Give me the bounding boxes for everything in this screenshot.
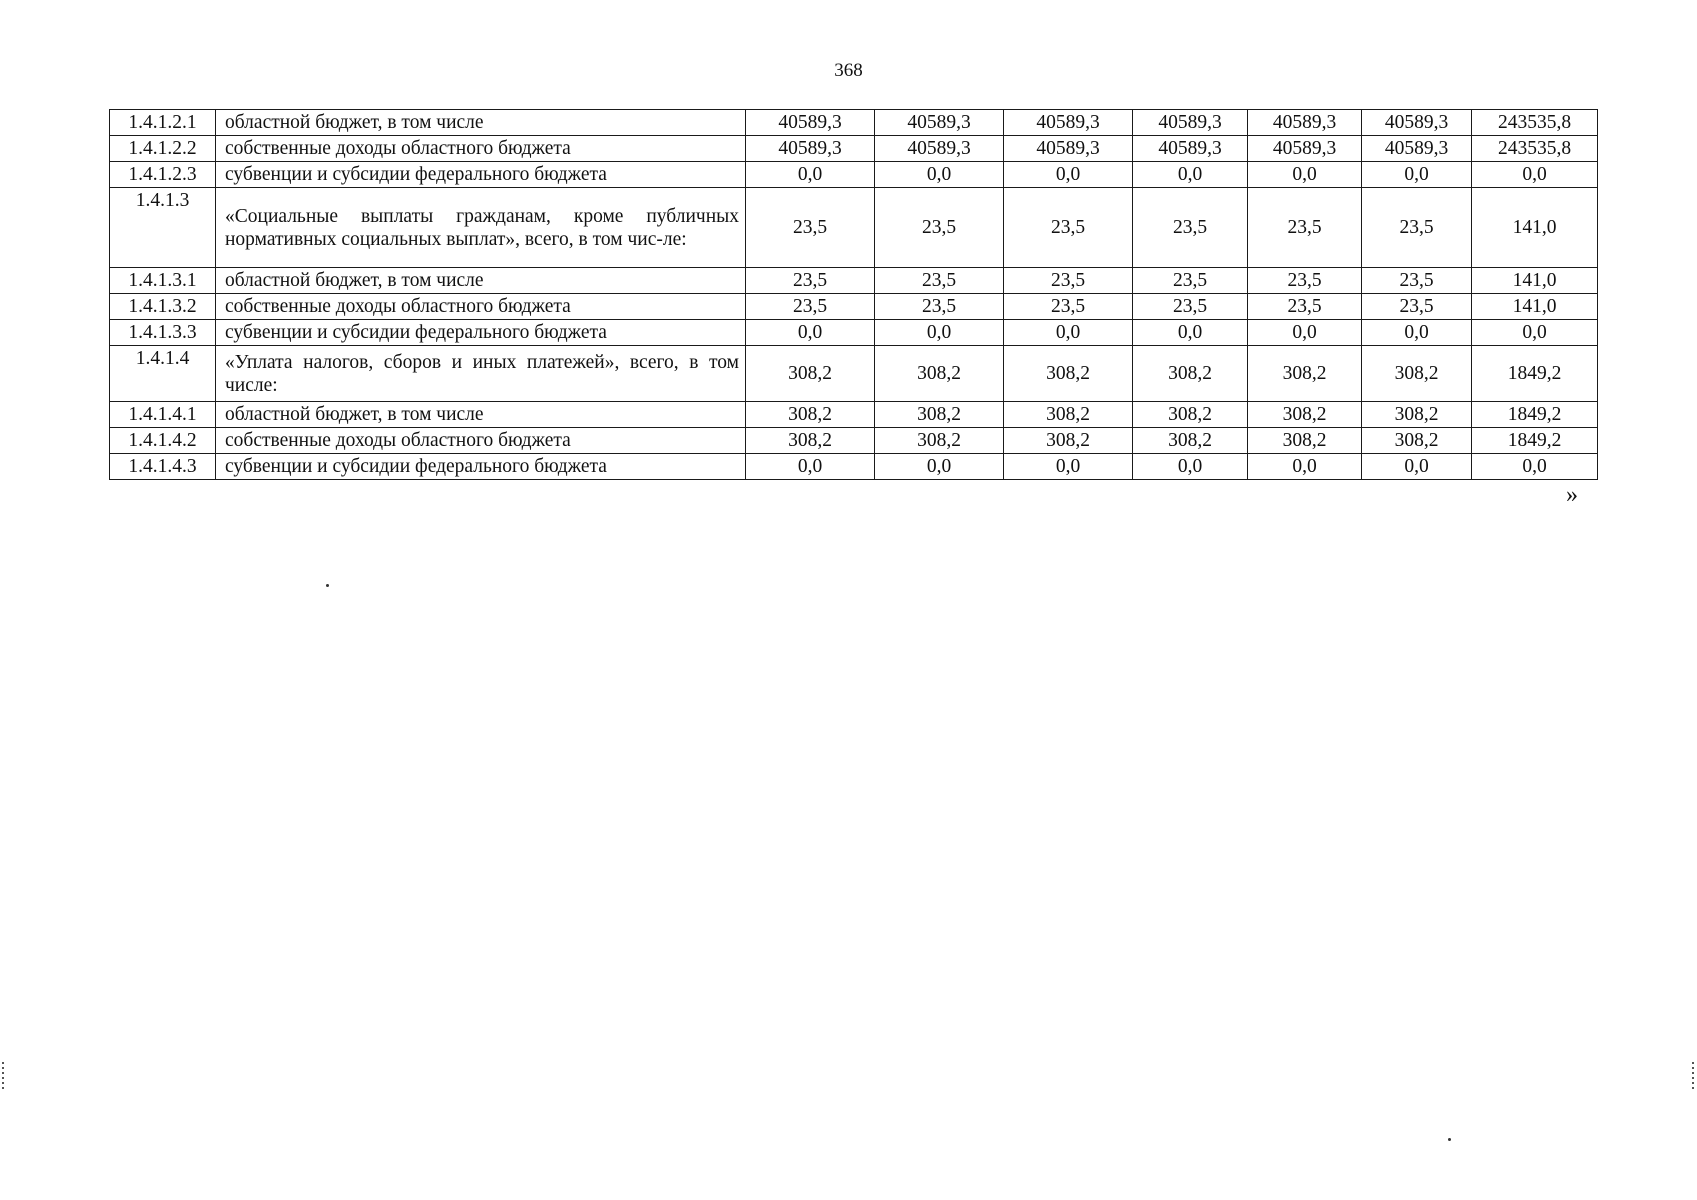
scan-speck — [1448, 1138, 1451, 1141]
row-value: 23,5 — [1362, 188, 1472, 268]
row-code: 1.4.1.2.2 — [110, 136, 216, 162]
row-value: 23,5 — [1004, 268, 1133, 294]
row-value: 40589,3 — [1248, 136, 1362, 162]
row-value: 23,5 — [1133, 188, 1248, 268]
table-row — [110, 110, 1598, 136]
table-row — [110, 454, 1598, 480]
row-total: 1849,2 — [1472, 402, 1598, 428]
row-value: 40589,3 — [1362, 136, 1472, 162]
row-value: 23,5 — [1248, 294, 1362, 320]
row-total: 1849,2 — [1472, 428, 1598, 454]
row-code: 1.4.1.3.1 — [110, 268, 216, 294]
row-value: 40589,3 — [1004, 136, 1133, 162]
budget-table — [109, 109, 1598, 480]
row-value: 308,2 — [1004, 346, 1133, 402]
row-code: 1.4.1.2.3 — [110, 162, 216, 188]
row-value: 308,2 — [875, 402, 1004, 428]
row-code: 1.4.1.4 — [110, 346, 216, 402]
row-total: 141,0 — [1472, 294, 1598, 320]
row-value: 23,5 — [1248, 188, 1362, 268]
row-value: 0,0 — [1362, 320, 1472, 346]
row-code: 1.4.1.2.1 — [110, 110, 216, 136]
row-value: 0,0 — [875, 320, 1004, 346]
row-value: 308,2 — [1248, 402, 1362, 428]
row-value: 23,5 — [875, 294, 1004, 320]
row-value: 0,0 — [1248, 162, 1362, 188]
row-total: 0,0 — [1472, 162, 1598, 188]
row-name: субвенции и субсидии федерального бюджета — [216, 162, 746, 188]
row-value: 0,0 — [746, 320, 875, 346]
row-value: 308,2 — [1362, 428, 1472, 454]
row-value: 0,0 — [746, 454, 875, 480]
row-value: 308,2 — [746, 402, 875, 428]
row-value: 40589,3 — [746, 136, 875, 162]
table-row — [110, 320, 1598, 346]
row-value: 308,2 — [1133, 402, 1248, 428]
row-value: 308,2 — [746, 346, 875, 402]
row-value: 308,2 — [1248, 428, 1362, 454]
row-value: 0,0 — [1248, 320, 1362, 346]
table-row — [110, 162, 1598, 188]
row-name: собственные доходы областного бюджета — [216, 428, 746, 454]
table-row — [110, 136, 1598, 162]
row-total: 1849,2 — [1472, 346, 1598, 402]
row-value: 0,0 — [1133, 162, 1248, 188]
row-value: 308,2 — [1362, 402, 1472, 428]
row-value: 0,0 — [1362, 162, 1472, 188]
row-value: 23,5 — [1133, 268, 1248, 294]
row-value: 23,5 — [1133, 294, 1248, 320]
closing-quote: » — [1566, 482, 1578, 508]
row-value: 0,0 — [1362, 454, 1472, 480]
row-value: 40589,3 — [1362, 110, 1472, 136]
scan-speck — [326, 584, 329, 587]
row-value: 23,5 — [875, 268, 1004, 294]
row-value: 308,2 — [1004, 428, 1133, 454]
row-value: 40589,3 — [1133, 110, 1248, 136]
row-value: 0,0 — [875, 162, 1004, 188]
row-value: 23,5 — [746, 188, 875, 268]
row-value: 0,0 — [1004, 162, 1133, 188]
row-value: 23,5 — [746, 268, 875, 294]
row-name: собственные доходы областного бюджета — [216, 136, 746, 162]
row-value: 23,5 — [1248, 268, 1362, 294]
row-code: 1.4.1.4.2 — [110, 428, 216, 454]
row-value: 0,0 — [1133, 320, 1248, 346]
row-value: 40589,3 — [1248, 110, 1362, 136]
row-value: 0,0 — [875, 454, 1004, 480]
row-value: 0,0 — [746, 162, 875, 188]
table-row — [110, 268, 1598, 294]
row-total: 0,0 — [1472, 320, 1598, 346]
table-row — [110, 402, 1598, 428]
row-value: 0,0 — [1133, 454, 1248, 480]
row-value: 23,5 — [1004, 294, 1133, 320]
row-total: 243535,8 — [1472, 110, 1598, 136]
scan-edge-mark — [2, 1062, 4, 1092]
row-value: 40589,3 — [1133, 136, 1248, 162]
table-row — [110, 294, 1598, 320]
table-row — [110, 428, 1598, 454]
row-code: 1.4.1.4.3 — [110, 454, 216, 480]
row-value: 0,0 — [1004, 320, 1133, 346]
page-number: 368 — [834, 60, 863, 81]
row-value: 308,2 — [746, 428, 875, 454]
row-name: «Социальные выплаты гражданам, кроме публичных нормативных социальных выплат», всего, в том чис-ле: — [216, 188, 746, 268]
row-value: 23,5 — [1004, 188, 1133, 268]
row-value: 308,2 — [1133, 428, 1248, 454]
row-value: 308,2 — [875, 346, 1004, 402]
row-value: 23,5 — [875, 188, 1004, 268]
table-body — [110, 110, 1598, 480]
row-value: 40589,3 — [746, 110, 875, 136]
table-row — [110, 188, 1598, 268]
table-row — [110, 346, 1598, 402]
row-name: субвенции и субсидии федерального бюджета — [216, 320, 746, 346]
row-value: 40589,3 — [875, 110, 1004, 136]
scan-edge-mark — [1692, 1062, 1694, 1092]
row-total: 243535,8 — [1472, 136, 1598, 162]
row-value: 40589,3 — [875, 136, 1004, 162]
row-value: 308,2 — [1362, 346, 1472, 402]
row-value: 23,5 — [1362, 268, 1472, 294]
row-code: 1.4.1.3.2 — [110, 294, 216, 320]
row-value: 308,2 — [1004, 402, 1133, 428]
row-name: собственные доходы областного бюджета — [216, 294, 746, 320]
row-value: 23,5 — [1362, 294, 1472, 320]
row-total: 141,0 — [1472, 268, 1598, 294]
row-name: областной бюджет, в том числе — [216, 402, 746, 428]
row-code: 1.4.1.3.3 — [110, 320, 216, 346]
row-value: 23,5 — [746, 294, 875, 320]
row-value: 40589,3 — [1004, 110, 1133, 136]
row-value: 0,0 — [1004, 454, 1133, 480]
row-code: 1.4.1.3 — [110, 188, 216, 268]
row-total: 141,0 — [1472, 188, 1598, 268]
row-value: 308,2 — [1248, 346, 1362, 402]
row-name: областной бюджет, в том числе — [216, 268, 746, 294]
row-value: 0,0 — [1248, 454, 1362, 480]
row-name: «Уплата налогов, сборов и иных платежей», всего, в том числе: — [216, 346, 746, 402]
row-name: субвенции и субсидии федерального бюджета — [216, 454, 746, 480]
row-value: 308,2 — [875, 428, 1004, 454]
row-value: 308,2 — [1133, 346, 1248, 402]
row-code: 1.4.1.4.1 — [110, 402, 216, 428]
row-name: областной бюджет, в том числе — [216, 110, 746, 136]
row-total: 0,0 — [1472, 454, 1598, 480]
